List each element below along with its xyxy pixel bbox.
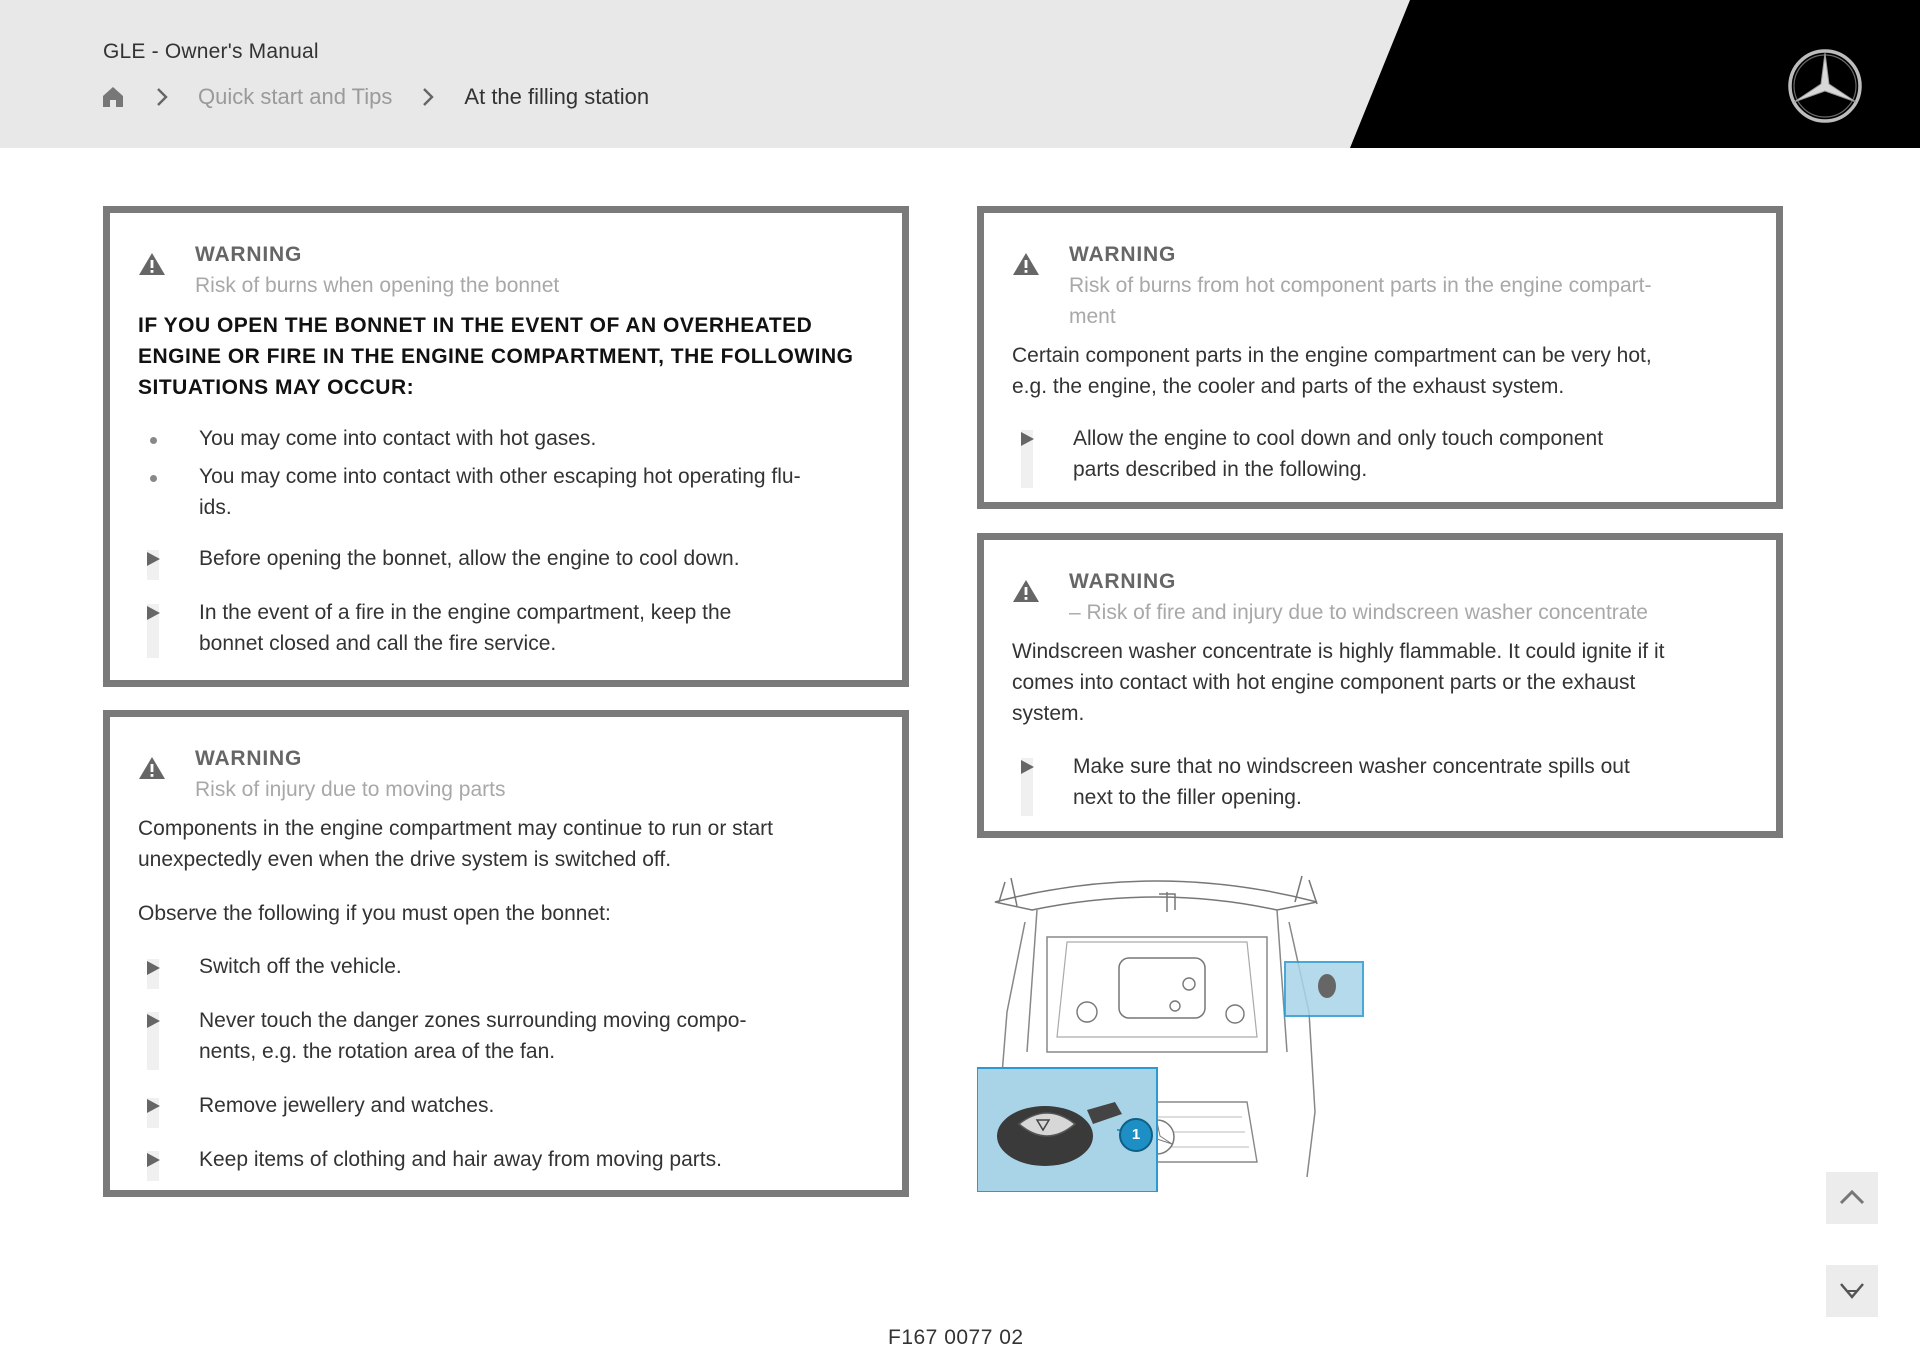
- bullet-item: You may come into contact with other escaping hot operating flu- ids.: [199, 465, 801, 519]
- callout-number-1: 1: [1119, 1118, 1153, 1152]
- chevron-right-icon: [419, 86, 437, 108]
- warning-emphasis: IF YOU OPEN THE BONNET IN THE EVENT OF AN OVERHEATED ENGINE OR FIRE IN THE ENGINE COMPARTMENT, THE FOLLOWING SITUATIONS MAY OCCUR:: [138, 314, 854, 399]
- warning-subtitle: Risk of burns when opening the bonnet: [195, 274, 560, 297]
- action-arrow-icon: [147, 552, 160, 566]
- action-arrow-icon: [147, 1153, 160, 1167]
- warning-subtitle: – Risk of fire and injury due to windscreen washer concentrate: [1069, 601, 1648, 624]
- warning-subtitle: Risk of burns from hot component parts in the engine compart- ment: [1069, 274, 1652, 328]
- page-nav-icon: [1838, 1279, 1866, 1308]
- action-item: Before opening the bonnet, allow the engine to cool down.: [199, 547, 740, 570]
- warning-box-hot-components: [977, 206, 1783, 509]
- manual-title: GLE - Owner's Manual: [103, 40, 319, 63]
- action-item: Allow the engine to cool down and only touch component parts described in the following.: [1073, 427, 1604, 481]
- action-arrow-icon: [1021, 760, 1034, 774]
- warning-box-moving-parts: [103, 710, 909, 1197]
- three-pointed-star-logo: [1786, 47, 1864, 125]
- action-arrow-icon: [1021, 432, 1034, 446]
- warning-triangle-icon: [1012, 251, 1040, 277]
- action-arrow-icon: [147, 961, 160, 975]
- bullet-dot: [150, 475, 157, 482]
- page-header: [0, 0, 1920, 148]
- washer-fluid-reservoir-icon: [1017, 1108, 1087, 1148]
- bullet-dot: [150, 437, 157, 444]
- action-arrow-icon: [147, 606, 160, 620]
- warning-title: WARNING: [195, 747, 303, 770]
- warning-subtitle: Risk of injury due to moving parts: [195, 778, 506, 801]
- warning-paragraph: Windscreen washer concentrate is highly flammable. It could ignite if it comes into contact with hot engine component parts or the exhaust system.: [1012, 640, 1665, 725]
- warning-triangle-icon: [1012, 578, 1040, 604]
- scroll-up-button[interactable]: [1826, 1172, 1878, 1224]
- engine-compartment-illustration: [977, 862, 1367, 1192]
- warning-paragraph: Observe the following if you must open the bonnet:: [138, 902, 611, 925]
- warning-triangle-icon: [138, 251, 166, 277]
- action-arrow-icon: [147, 1099, 160, 1113]
- warning-title: WARNING: [195, 243, 303, 266]
- warning-box-bonnet-burns: [103, 206, 909, 687]
- bullet-item: You may come into contact with hot gases.: [199, 427, 597, 450]
- breadcrumb: [100, 82, 649, 112]
- action-item: Switch off the vehicle.: [199, 955, 402, 978]
- chevron-right-icon: [153, 86, 171, 108]
- warning-box-washer-concentrate: [977, 533, 1783, 838]
- action-item: Keep items of clothing and hair away from moving parts.: [199, 1148, 722, 1171]
- action-item: Never touch the danger zones surrounding moving compo- nents, e.g. the rotation area of the fan.: [199, 1009, 747, 1063]
- action-item: Remove jewellery and watches.: [199, 1094, 495, 1117]
- warning-paragraph: Certain component parts in the engine compartment can be very hot, e.g. the engine, the cooler and parts of the exhaust system.: [1012, 344, 1652, 398]
- page-nav-button[interactable]: [1826, 1265, 1878, 1317]
- warning-triangle-icon: [138, 755, 166, 781]
- action-item: Make sure that no windscreen washer concentrate spills out next to the filler opening.: [1073, 755, 1630, 809]
- figure-code: F167 0077 02: [888, 1326, 1024, 1349]
- action-item: In the event of a fire in the engine compartment, keep the bonnet closed and call the fire service.: [199, 601, 732, 655]
- warning-title: WARNING: [1069, 243, 1177, 266]
- home-icon[interactable]: [100, 84, 126, 110]
- breadcrumb-current: At the filling station: [464, 84, 650, 109]
- warning-title: WARNING: [1069, 570, 1177, 593]
- action-arrow-icon: [147, 1014, 160, 1028]
- warning-paragraph: Components in the engine compartment may continue to run or start unexpectedly even when the drive system is switched off.: [138, 817, 774, 871]
- breadcrumb-link-quick-start[interactable]: Quick start and Tips: [198, 84, 393, 109]
- chevron-up-icon: [1838, 1186, 1866, 1213]
